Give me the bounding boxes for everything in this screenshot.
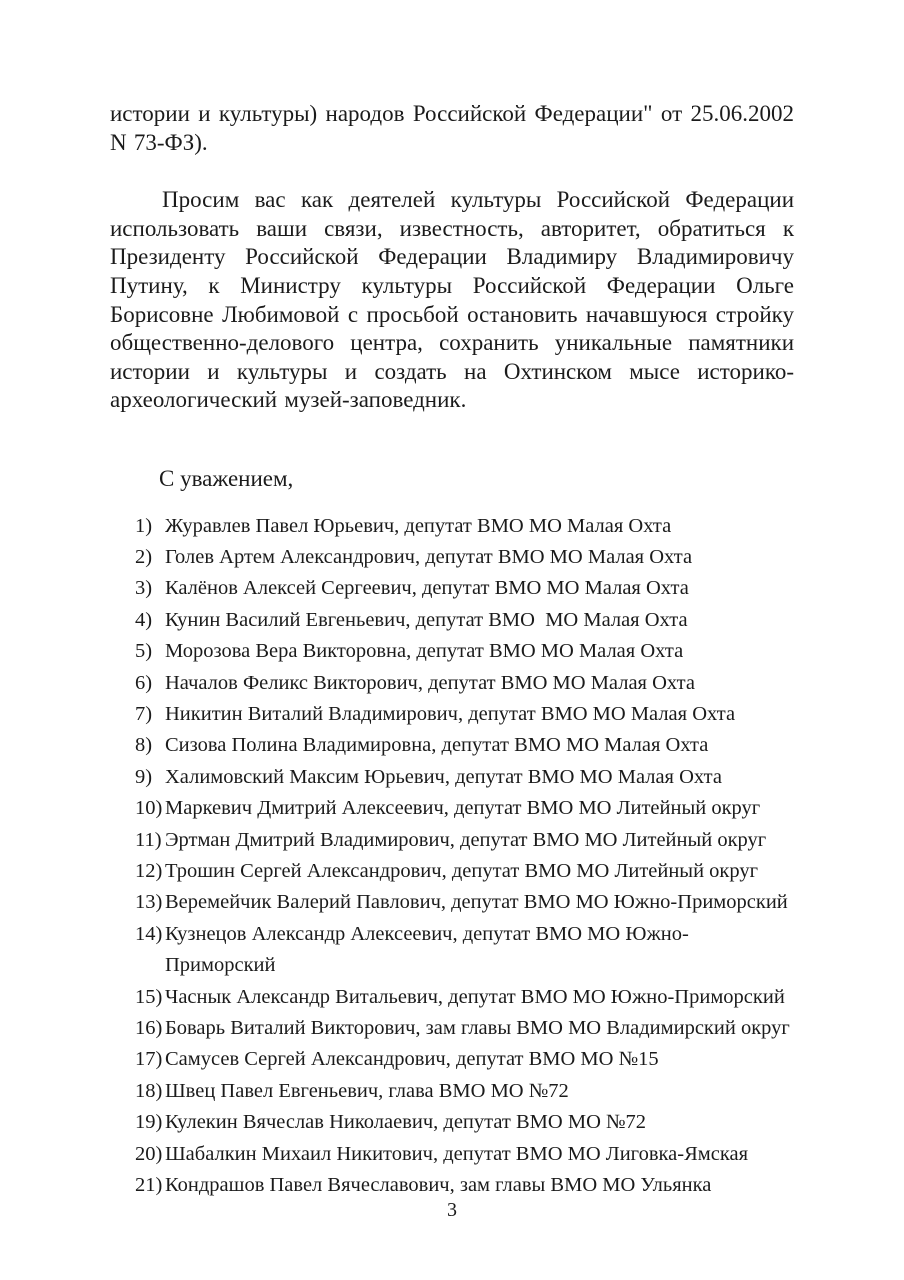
signatories-list [110,511,794,1202]
signatory-text: Голев Артем Александрович, депутат ВМО МО Малая Охта [165,545,693,568]
signatory-row [135,825,794,856]
signatory-text: Эртман Дмитрий Владимирович, депутат ВМО МО Литейный округ [165,828,767,851]
signatory-text: Веремейчик Валерий Павлович, депутат ВМО МО Южно-Приморский [165,891,788,914]
signatory-row [135,982,794,1013]
signatory-number: 15) [135,985,163,1008]
signatory-text: Боварь Виталий Викторович, зам главы ВМО МО Владимирский округ [165,1017,790,1040]
signatory-row [135,1170,794,1201]
signatory-row [135,1139,794,1170]
signatory-text: Журавлев Павел Юрьевич, депутат ВМО МО Малая Охта [165,514,672,537]
signatory-row [135,887,794,918]
signatory-row [135,605,794,636]
signatory-row [135,699,794,730]
signatory-text: Кондрашов Павел Вячеславович, зам главы ВМО МО Ульянка [165,1174,712,1197]
signatory-number: 6) [135,671,153,694]
signatory-number: 5) [135,640,153,663]
signatory-text: Трошин Сергей Александрович, депутат ВМО МО Литейный округ [165,860,759,882]
signatory-number: 17) [135,1048,163,1071]
document-body [110,100,794,1201]
signatory-text: Маркевич Дмитрий Алексеевич, депутат ВМО МО Литейный округ [165,797,761,820]
signatory-number: 13) [135,891,163,914]
signatory-text: Никитин Виталий Владимирович, депутат ВМО МО Малая Охта [165,702,736,725]
signatory-number: 10) [135,797,163,820]
signatory-text: Самусев Сергей Александрович, депутат ВМО МО №15 [165,1048,659,1071]
signatory-row [135,793,794,824]
signatory-number: 14) [135,922,163,945]
signatory-text: Началов Феликс Викторович, депутат ВМО МО Малая Охта [165,671,695,694]
signatory-number: 3) [135,577,153,600]
signatory-number: 9) [135,765,153,788]
signatory-row [135,668,794,699]
signatory-number: 16) [135,1017,163,1040]
page-number: 3 [447,1199,457,1221]
signatory-row [135,730,794,761]
paragraph-law-reference: истории и культуры) народов Российской Федерации" от 25.06.2002 N 73-ФЗ). [110,101,794,155]
signatory-number: 7) [135,702,153,725]
signatory-row [135,1044,794,1075]
signatory-row [135,1076,794,1107]
signatory-row [135,511,794,542]
signatory-number: 1) [135,514,153,537]
signatory-text: Калёнов Алексей Сергеевич, депутат ВМО МО Малая Охта [165,577,689,600]
signatory-number: 18) [135,1079,163,1102]
signatory-text: Часнык Александр Витальевич, депутат ВМО МО Южно-Приморский [165,985,785,1008]
signatory-number: 4) [135,608,153,631]
signatory-number: 2) [135,545,153,568]
signatory-row [135,856,794,887]
signatory-number: 20) [135,1142,163,1165]
signatory-text: Шабалкин Михаил Никитович, депутат ВМО МО Лиговка-Ямская [165,1142,748,1165]
signatory-text: Швец Павел Евгеньевич, глава ВМО МО №72 [165,1079,569,1102]
signatory-number: 8) [135,734,153,757]
signatory-number: 19) [135,1111,163,1134]
signatory-row [135,636,794,667]
closing-salutation: С уважением, [159,465,294,491]
signatory-number: 12) [135,860,163,882]
signatory-row [135,762,794,793]
signatory-text: Кузнецов Александр Алексеевич, депутат ВМО МО Южно-Приморский [165,922,689,977]
signatory-text: Сизова Полина Владимировна, депутат ВМО МО Малая Охта [165,734,709,757]
signatory-text: Халимовский Максим Юрьевич, депутат ВМО МО Малая Охта [165,765,722,788]
signatory-row [135,542,794,573]
signatory-row [135,1013,794,1044]
signatory-number: 21) [135,1174,163,1197]
paragraph-request: Просим вас как деятелей культуры Российской Федерации использовать ваши связи, известность, авторитет, обратиться к Президенту Российской Федерации Владимиру Владимировичу Путину, к Министру культуры Российской Федерации Ольге Борисовне Любимовой с просьбой остановить начавшуюся стройку общественно-делового центра, сохранить уникальные памятники истории и культуры и создать на Охтинском мысе историко-археологический музей-заповедник. [110,187,794,413]
signatory-row [135,919,794,982]
signatory-row [135,1107,794,1138]
signatory-text: Кулекин Вячеслав Николаевич, депутат ВМО МО №72 [165,1111,647,1134]
signatory-text: Кунин Василий Евгеньевич, депутат ВМО МО Малая Охта [165,608,688,631]
signatory-number: 11) [135,828,162,851]
signatory-text: Морозова Вера Викторовна, депутат ВМО МО Малая Охта [165,640,684,663]
signatory-row [135,573,794,604]
